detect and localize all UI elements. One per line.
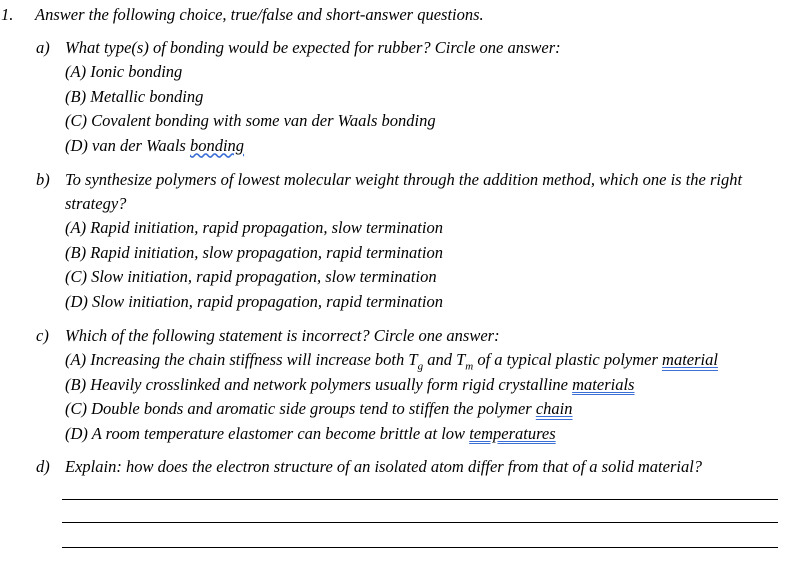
option-b-D: (D) Slow initiation, rapid propagation, rapid termination [65, 291, 443, 311]
option-c-D: (D) A room temperature elastomer can become brittle at low temperatures [65, 423, 556, 443]
spellcheck-flag: chain [535, 399, 573, 418]
option-a-D: (D) van der Waals bonding [65, 135, 245, 155]
question-a [0, 36, 805, 158]
spellcheck-flag: temperatures [469, 423, 556, 443]
spellcheck-flag: materials [572, 374, 635, 394]
answer-line[interactable] [62, 522, 778, 523]
answer-line[interactable] [62, 499, 778, 500]
option-a-A: (A) Ionic bonding [65, 62, 183, 81]
option-a-C: (C) Covalent bonding with some van der Waals bonding [65, 111, 436, 130]
question-c-text: Which of the following statement is incorrect? Circle one answer: [65, 326, 500, 345]
answer-line[interactable] [62, 547, 778, 548]
question-d [0, 455, 805, 479]
question-a-text: What type(s) of bonding would be expected for rubber? Circle one answer: [65, 38, 561, 57]
option-b-B: (B) Rapid initiation, slow propagation, rapid termination [65, 242, 443, 262]
question-b-text: To synthesize polymers of lowest molecular weight through the addition method, which one is the right strategy? [65, 170, 743, 213]
spellcheck-flag: material [662, 350, 718, 369]
question-c-letter: c) [36, 326, 49, 345]
option-b-A: (A) Rapid initiation, rapid propagation, slow termination [65, 218, 443, 237]
option-c-B: (B) Heavily crosslinked and network polymers usually form rigid crystalline materials [65, 374, 635, 394]
question-number: 1. [1, 5, 14, 24]
question-d-text: Explain: how does the electron structure of an isolated atom differ from that of a solid material? [65, 457, 703, 476]
question-b-letter: b) [36, 170, 50, 189]
question-b [0, 168, 805, 314]
spellcheck-flag: bonding [189, 135, 245, 155]
option-b-C: (C) Slow initiation, rapid propagation, slow termination [65, 267, 437, 286]
question-c [0, 324, 805, 446]
question-d-letter: d) [36, 457, 50, 476]
option-a-B: (B) Metallic bonding [65, 86, 204, 106]
question-a-letter: a) [36, 38, 50, 57]
instructions: Answer the following choice, true/false and short-answer questions. [35, 5, 484, 24]
option-c-C: (C) Double bonds and aromatic side groups tend to stiffen the polymer chain [65, 399, 573, 418]
option-c-A: (A) Increasing the chain stiffness will increase both $T_g$ and $T_m$ of a typical plastic polymer material [65, 350, 718, 373]
